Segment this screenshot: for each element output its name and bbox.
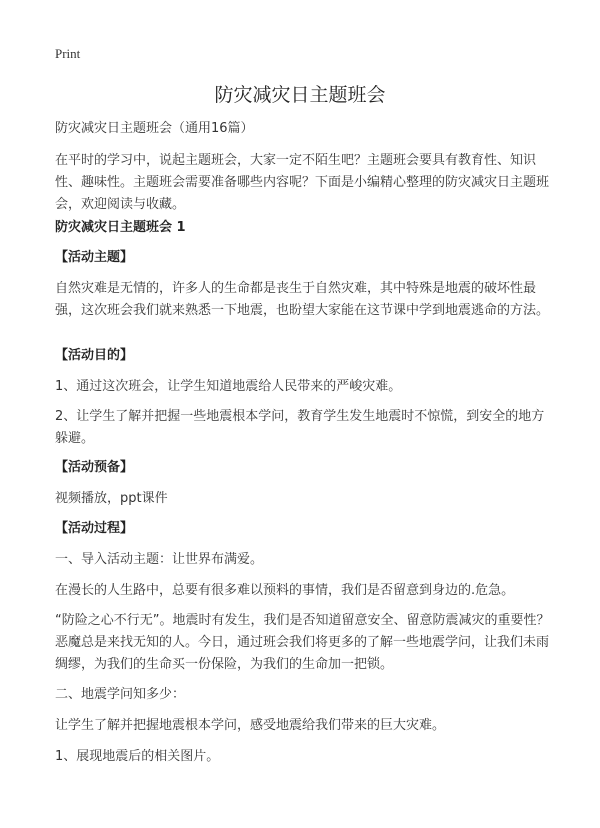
purpose-item-2: 2、让学生了解并把握一些地震根本学问，教育学生发生地震时不惊慌，到安全的地方躲避。 [55,409,545,446]
process-step-2: 二、地震学问知多少： [55,687,186,702]
heading-preparation: 【活动预备】 [55,460,134,475]
heading-process: 【活动过程】 [55,521,134,536]
preparation-text: 视频播放，ppt课件 [55,491,168,506]
process-step-2-paragraph-1: 让学生了解并把握地震根本学问，感受地震给我们带来的巨大灾难。 [55,718,446,733]
subtitle: 防灾减灾日主题班会（通用16篇） [55,121,254,136]
process-step-1: 一、导入活动主题：让世界布满爱。 [55,552,264,567]
intro-paragraph: 在平时的学习中，说起主题班会，大家一定不陌生吧？主题班会要具有教育性、知识性、趣味性。主题班会需要准备哪些内容呢？下面是小编精心整理的防灾减灾日主题班会，欢迎阅读与收藏。 [55,153,550,212]
page-title: 防灾减灾日主题班会 [214,84,386,106]
heading-purpose: 【活动目的】 [55,348,134,363]
theme-paragraph: 自然灾难是无情的，许多人的生命都是丧生于自然灾难，其中特殊是地震的破坏性最强，这次班会我们就来熟悉一下地震，也盼望大家能在这节课中学到地震逃命的方法。 [55,281,550,318]
heading-theme: 【活动主题】 [55,250,134,265]
purpose-item-1: 1、通过这次班会，让学生知道地震给人民带来的严峻灾难。 [55,379,402,394]
process-step-1-paragraph-1: 在漫长的人生路中，总要有很多难以预料的事情，我们是否留意到身边的.危急。 [55,583,515,598]
section-title: 防灾减灾日主题班会 1 [55,220,186,235]
print-link[interactable]: Print [55,46,81,61]
process-step-1-paragraph-2: “防险之心不行无”。地震时有发生，我们是否知道留意安全、留意防震减灾的重要性？恶魔总是来找无知的人。今日，通过班会我们将更多的了解一些地震学问，让我们未雨绸缪，为我们的生命买一份保险，为我们的生命加一把锁。 [55,613,550,672]
process-step-2-item-1: 1、展现地震后的相关图片。 [55,749,220,764]
